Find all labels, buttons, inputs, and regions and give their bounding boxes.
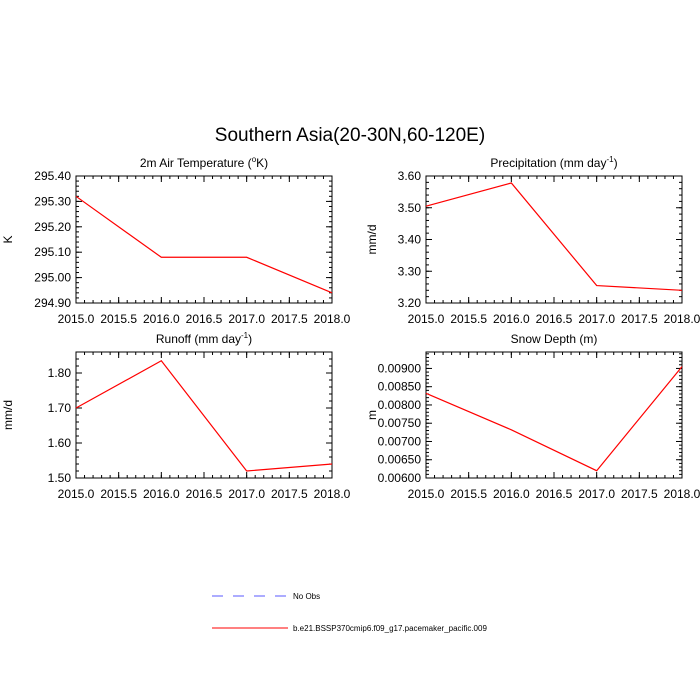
x-tick-label: 2015.0 [407,487,445,501]
plot-frame [426,176,682,303]
x-tick-label: 2016.5 [185,312,223,326]
legend-label-1: No Obs [293,592,321,601]
panel-title-sup: o [251,155,257,164]
y-tick-label: 3.20 [397,296,421,310]
panel-title: Precipitation (mm day$^{-1}$) [490,155,618,170]
panel-1 [1,155,351,326]
y-tick-label: 3.30 [397,264,421,279]
panel-title: 2m Air Temperature ($^o$K) [139,155,269,170]
x-tick-label: 2017.5 [270,312,308,326]
y-tick-label: 0.00700 [377,434,421,449]
y-tick-label: 295.30 [34,194,71,209]
x-tick-label: 2018.0 [313,487,351,501]
series-line-1 [76,361,332,471]
y-tick-label: 295.10 [34,245,71,260]
panel-title-sup: -1 [241,331,249,340]
x-tick-label: 2015.5 [450,487,488,501]
x-tick-label: 2017.5 [270,487,308,501]
x-tick-label: 2017.0 [228,487,266,501]
y-tick-label: 1.70 [47,401,71,415]
panel-title: Runoff (mm day$^{-1}$) [155,331,253,346]
panel-title-sup: -1 [606,155,614,164]
x-tick-label: 2016.5 [535,312,573,326]
y-tick-label: 0.00600 [377,471,421,485]
x-tick-label: 2015.0 [407,312,445,326]
x-tick-label: 2018.0 [313,312,351,326]
x-tick-label: 2016.0 [142,487,180,501]
y-tick-label: 0.00850 [377,379,421,394]
y-axis-label: m [365,410,379,420]
panels [1,155,700,501]
x-tick-label: 2015.0 [57,487,95,501]
x-tick-label: 2018.0 [663,487,700,501]
x-tick-label: 2015.5 [100,487,138,501]
plot-frame [76,176,332,303]
panel-title-end: K) [256,156,269,170]
x-tick-label: 2017.0 [228,312,266,326]
y-tick-label: 3.40 [397,232,421,247]
legend [212,592,487,633]
x-tick-label: 2015.5 [100,312,138,326]
series-line-1 [426,367,682,471]
y-tick-label: 0.00900 [377,361,421,376]
x-tick-label: 2017.0 [578,487,616,501]
y-tick-label: 3.60 [397,169,421,183]
y-axis-label: mm/d [365,224,379,255]
plot-frame [426,352,682,478]
panel-2 [365,155,700,326]
panel-title-end: ) [248,332,253,346]
main-title: Southern Asia(20-30N,60-120E) [214,125,486,146]
y-tick-label: 3.50 [397,200,421,215]
legend-label-2: b.e21.BSSP370cmip6.f09_g17.pacemaker_pacific.009 [293,624,487,633]
y-axis-label: K [1,235,15,244]
x-tick-label: 2017.5 [620,487,658,501]
series-line-1 [426,183,682,290]
x-tick-label: 2016.5 [535,487,573,501]
y-tick-label: 1.60 [47,436,71,450]
panel-title-end: ) [613,156,618,170]
series-line-1 [76,196,332,293]
x-tick-label: 2017.0 [578,312,616,326]
panel-4 [365,332,700,501]
y-tick-label: 1.80 [47,366,71,380]
y-tick-label: 295.00 [34,270,71,285]
y-tick-label: 0.00800 [377,397,421,412]
y-tick-label: 295.40 [34,169,71,183]
y-axis-label: mm/d [1,400,15,430]
y-tick-label: 294.90 [34,296,71,310]
panel-title: Snow Depth (m) [510,332,598,346]
x-tick-label: 2016.0 [492,312,530,326]
x-tick-label: 2016.0 [142,312,180,326]
y-tick-label: 0.00650 [377,452,421,467]
x-tick-label: 2016.5 [185,487,223,501]
y-tick-label: 295.20 [34,219,71,234]
x-tick-label: 2018.0 [663,312,700,326]
panel-3 [1,331,351,501]
x-tick-label: 2015.5 [450,312,488,326]
x-tick-label: 2017.5 [620,312,658,326]
y-tick-label: 1.50 [47,471,71,485]
x-tick-label: 2015.0 [57,312,95,326]
y-tick-label: 0.00750 [377,416,421,431]
x-tick-label: 2016.0 [492,487,530,501]
